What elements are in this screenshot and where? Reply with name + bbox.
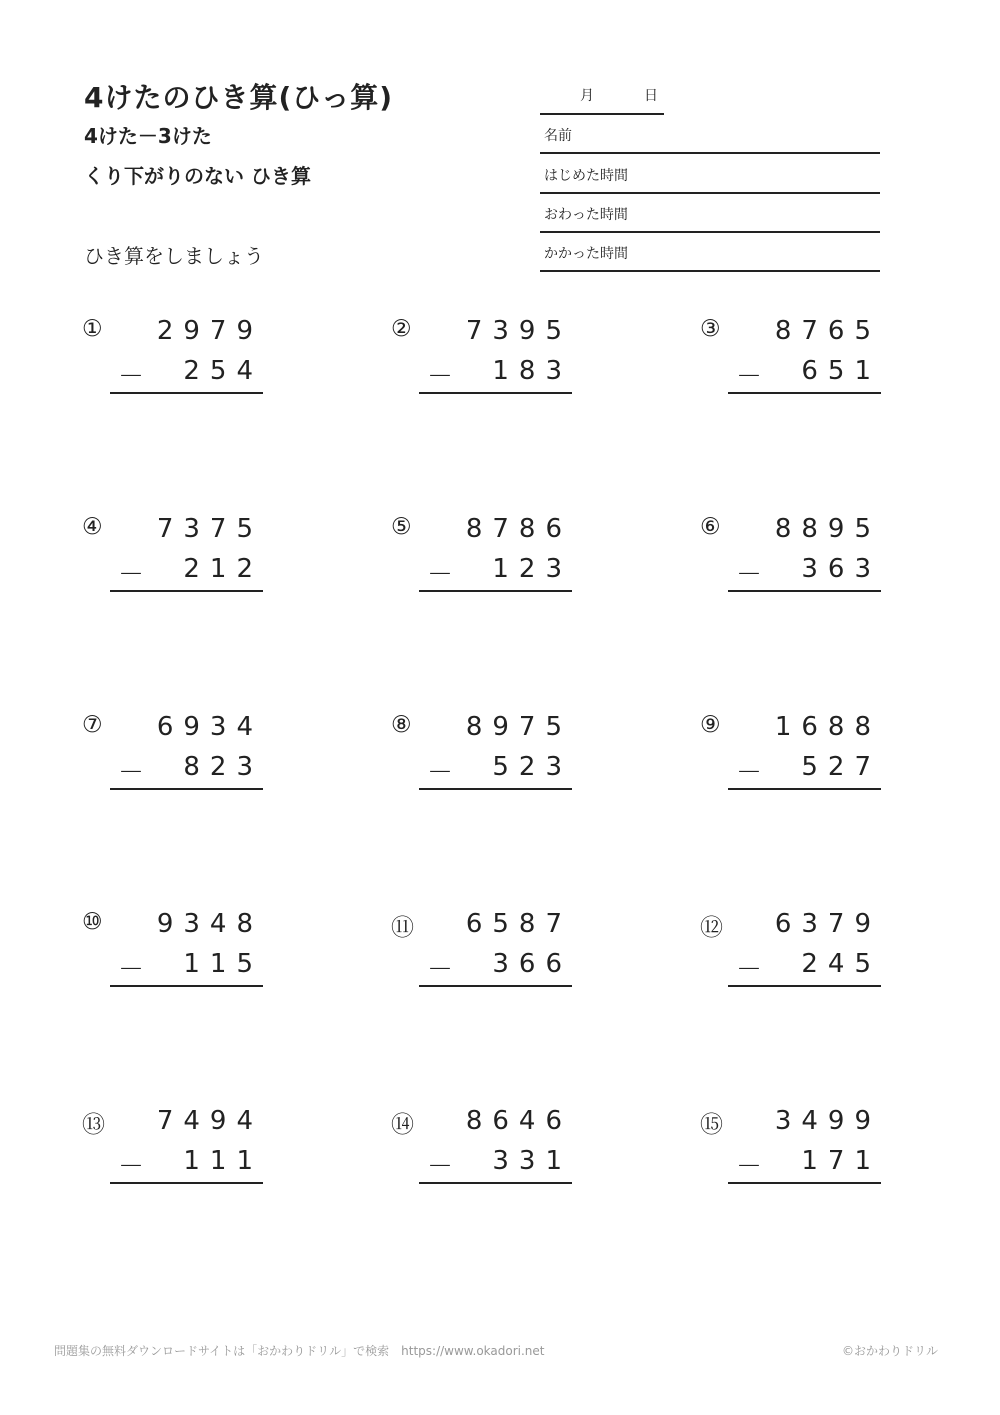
problem-8	[391, 712, 572, 792]
minuend: 6934	[156, 712, 263, 742]
minus-sign: －	[118, 560, 145, 590]
subtrahend: 115	[183, 949, 263, 979]
problem-4	[82, 514, 263, 594]
answer-line[interactable]	[728, 985, 881, 987]
minuend: 8786	[465, 514, 572, 544]
minus-sign: －	[118, 1152, 145, 1182]
problem-7	[82, 712, 263, 792]
answer-line[interactable]	[728, 788, 881, 790]
minus-sign: －	[736, 560, 763, 590]
problem-14	[391, 1106, 572, 1186]
problem-number: ⑪	[391, 915, 414, 941]
answer-line[interactable]	[419, 1182, 572, 1184]
answer-line[interactable]	[110, 985, 263, 987]
subtrahend: 183	[492, 356, 572, 386]
subtrahend: 123	[492, 554, 572, 584]
minus-sign: －	[118, 362, 145, 392]
month-label: 月	[580, 88, 594, 104]
answer-line[interactable]	[728, 590, 881, 592]
instruction-text: ひき算をしましょう	[84, 244, 264, 268]
minus-sign: －	[427, 758, 454, 788]
minuend: 2979	[156, 316, 263, 346]
problem-number: ③	[700, 316, 721, 342]
problem-number: ④	[82, 514, 103, 540]
subtrahend: 331	[492, 1146, 572, 1176]
problem-number: ⑧	[391, 712, 412, 738]
end-time-label: おわった時間	[544, 207, 628, 223]
footer-note: 問題集の無料ダウンロードサイトは「おかわりドリル」で検索 https://www.okadori.net	[54, 1344, 545, 1358]
minus-sign: －	[736, 758, 763, 788]
subtrahend: 527	[801, 752, 881, 782]
problem-number: ⑦	[82, 712, 103, 738]
problem-number: ⑫	[700, 915, 723, 941]
minus-sign: －	[118, 955, 145, 985]
minuend: 3499	[774, 1106, 881, 1136]
worksheet-subtitle-2: くり下がりのない ひき算	[84, 164, 311, 188]
problem-13	[82, 1106, 263, 1186]
problem-1	[82, 316, 263, 396]
subtrahend: 254	[183, 356, 263, 386]
worksheet-subtitle: 4けた－3けた	[84, 124, 212, 148]
minuend: 7395	[465, 316, 572, 346]
subtrahend: 366	[492, 949, 572, 979]
start-time-label: はじめた時間	[544, 168, 628, 184]
date-field[interactable]	[540, 80, 664, 115]
problem-number: ⑬	[82, 1112, 105, 1138]
end-time-field[interactable]	[540, 193, 880, 233]
problem-number: ⑨	[700, 712, 721, 738]
problem-number: ①	[82, 316, 103, 342]
subtrahend: 111	[183, 1146, 263, 1176]
copyright: ©おかわりドリル	[841, 1344, 938, 1358]
problem-9	[700, 712, 881, 792]
answer-line[interactable]	[728, 392, 881, 394]
minuend: 8646	[465, 1106, 572, 1136]
minuend: 7494	[156, 1106, 263, 1136]
minus-sign: －	[736, 1152, 763, 1182]
minuend: 8895	[774, 514, 881, 544]
problem-10	[82, 909, 263, 989]
minus-sign: －	[427, 955, 454, 985]
minus-sign: －	[736, 955, 763, 985]
minuend: 8765	[774, 316, 881, 346]
worksheet-title: 4けたのひき算(ひっ算)	[84, 81, 394, 114]
problem-2	[391, 316, 572, 396]
problem-number: ⑥	[700, 514, 721, 540]
day-label: 日	[644, 88, 658, 104]
problem-11	[391, 909, 572, 989]
answer-line[interactable]	[728, 1182, 881, 1184]
minus-sign: －	[427, 1152, 454, 1182]
problem-number: ⑭	[391, 1112, 414, 1138]
subtrahend: 245	[801, 949, 881, 979]
subtrahend: 212	[183, 554, 263, 584]
answer-line[interactable]	[419, 788, 572, 790]
subtrahend: 651	[801, 356, 881, 386]
minus-sign: －	[427, 560, 454, 590]
duration-label: かかった時間	[544, 246, 628, 262]
subtrahend: 523	[492, 752, 572, 782]
problem-6	[700, 514, 881, 594]
name-label: 名前	[544, 128, 572, 144]
subtrahend: 823	[183, 752, 263, 782]
answer-line[interactable]	[110, 590, 263, 592]
minuend: 6587	[465, 909, 572, 939]
problem-15	[700, 1106, 881, 1186]
answer-line[interactable]	[419, 985, 572, 987]
answer-line[interactable]	[110, 392, 263, 394]
minus-sign: －	[736, 362, 763, 392]
name-field[interactable]	[540, 114, 880, 154]
minuend: 7375	[156, 514, 263, 544]
problem-3	[700, 316, 881, 396]
duration-field[interactable]	[540, 232, 880, 272]
answer-line[interactable]	[110, 788, 263, 790]
subtrahend: 363	[801, 554, 881, 584]
answer-line[interactable]	[110, 1182, 263, 1184]
minuend: 8975	[465, 712, 572, 742]
problem-number: ⑩	[82, 909, 103, 935]
problem-12	[700, 909, 881, 989]
start-time-field[interactable]	[540, 154, 880, 194]
problem-number: ⑮	[700, 1112, 723, 1138]
problem-number: ⑤	[391, 514, 412, 540]
minus-sign: －	[427, 362, 454, 392]
answer-line[interactable]	[419, 392, 572, 394]
answer-line[interactable]	[419, 590, 572, 592]
problem-number: ②	[391, 316, 412, 342]
minuend: 1688	[774, 712, 881, 742]
problem-5	[391, 514, 572, 594]
subtrahend: 171	[801, 1146, 881, 1176]
minuend: 9348	[156, 909, 263, 939]
minus-sign: －	[118, 758, 145, 788]
minuend: 6379	[774, 909, 881, 939]
